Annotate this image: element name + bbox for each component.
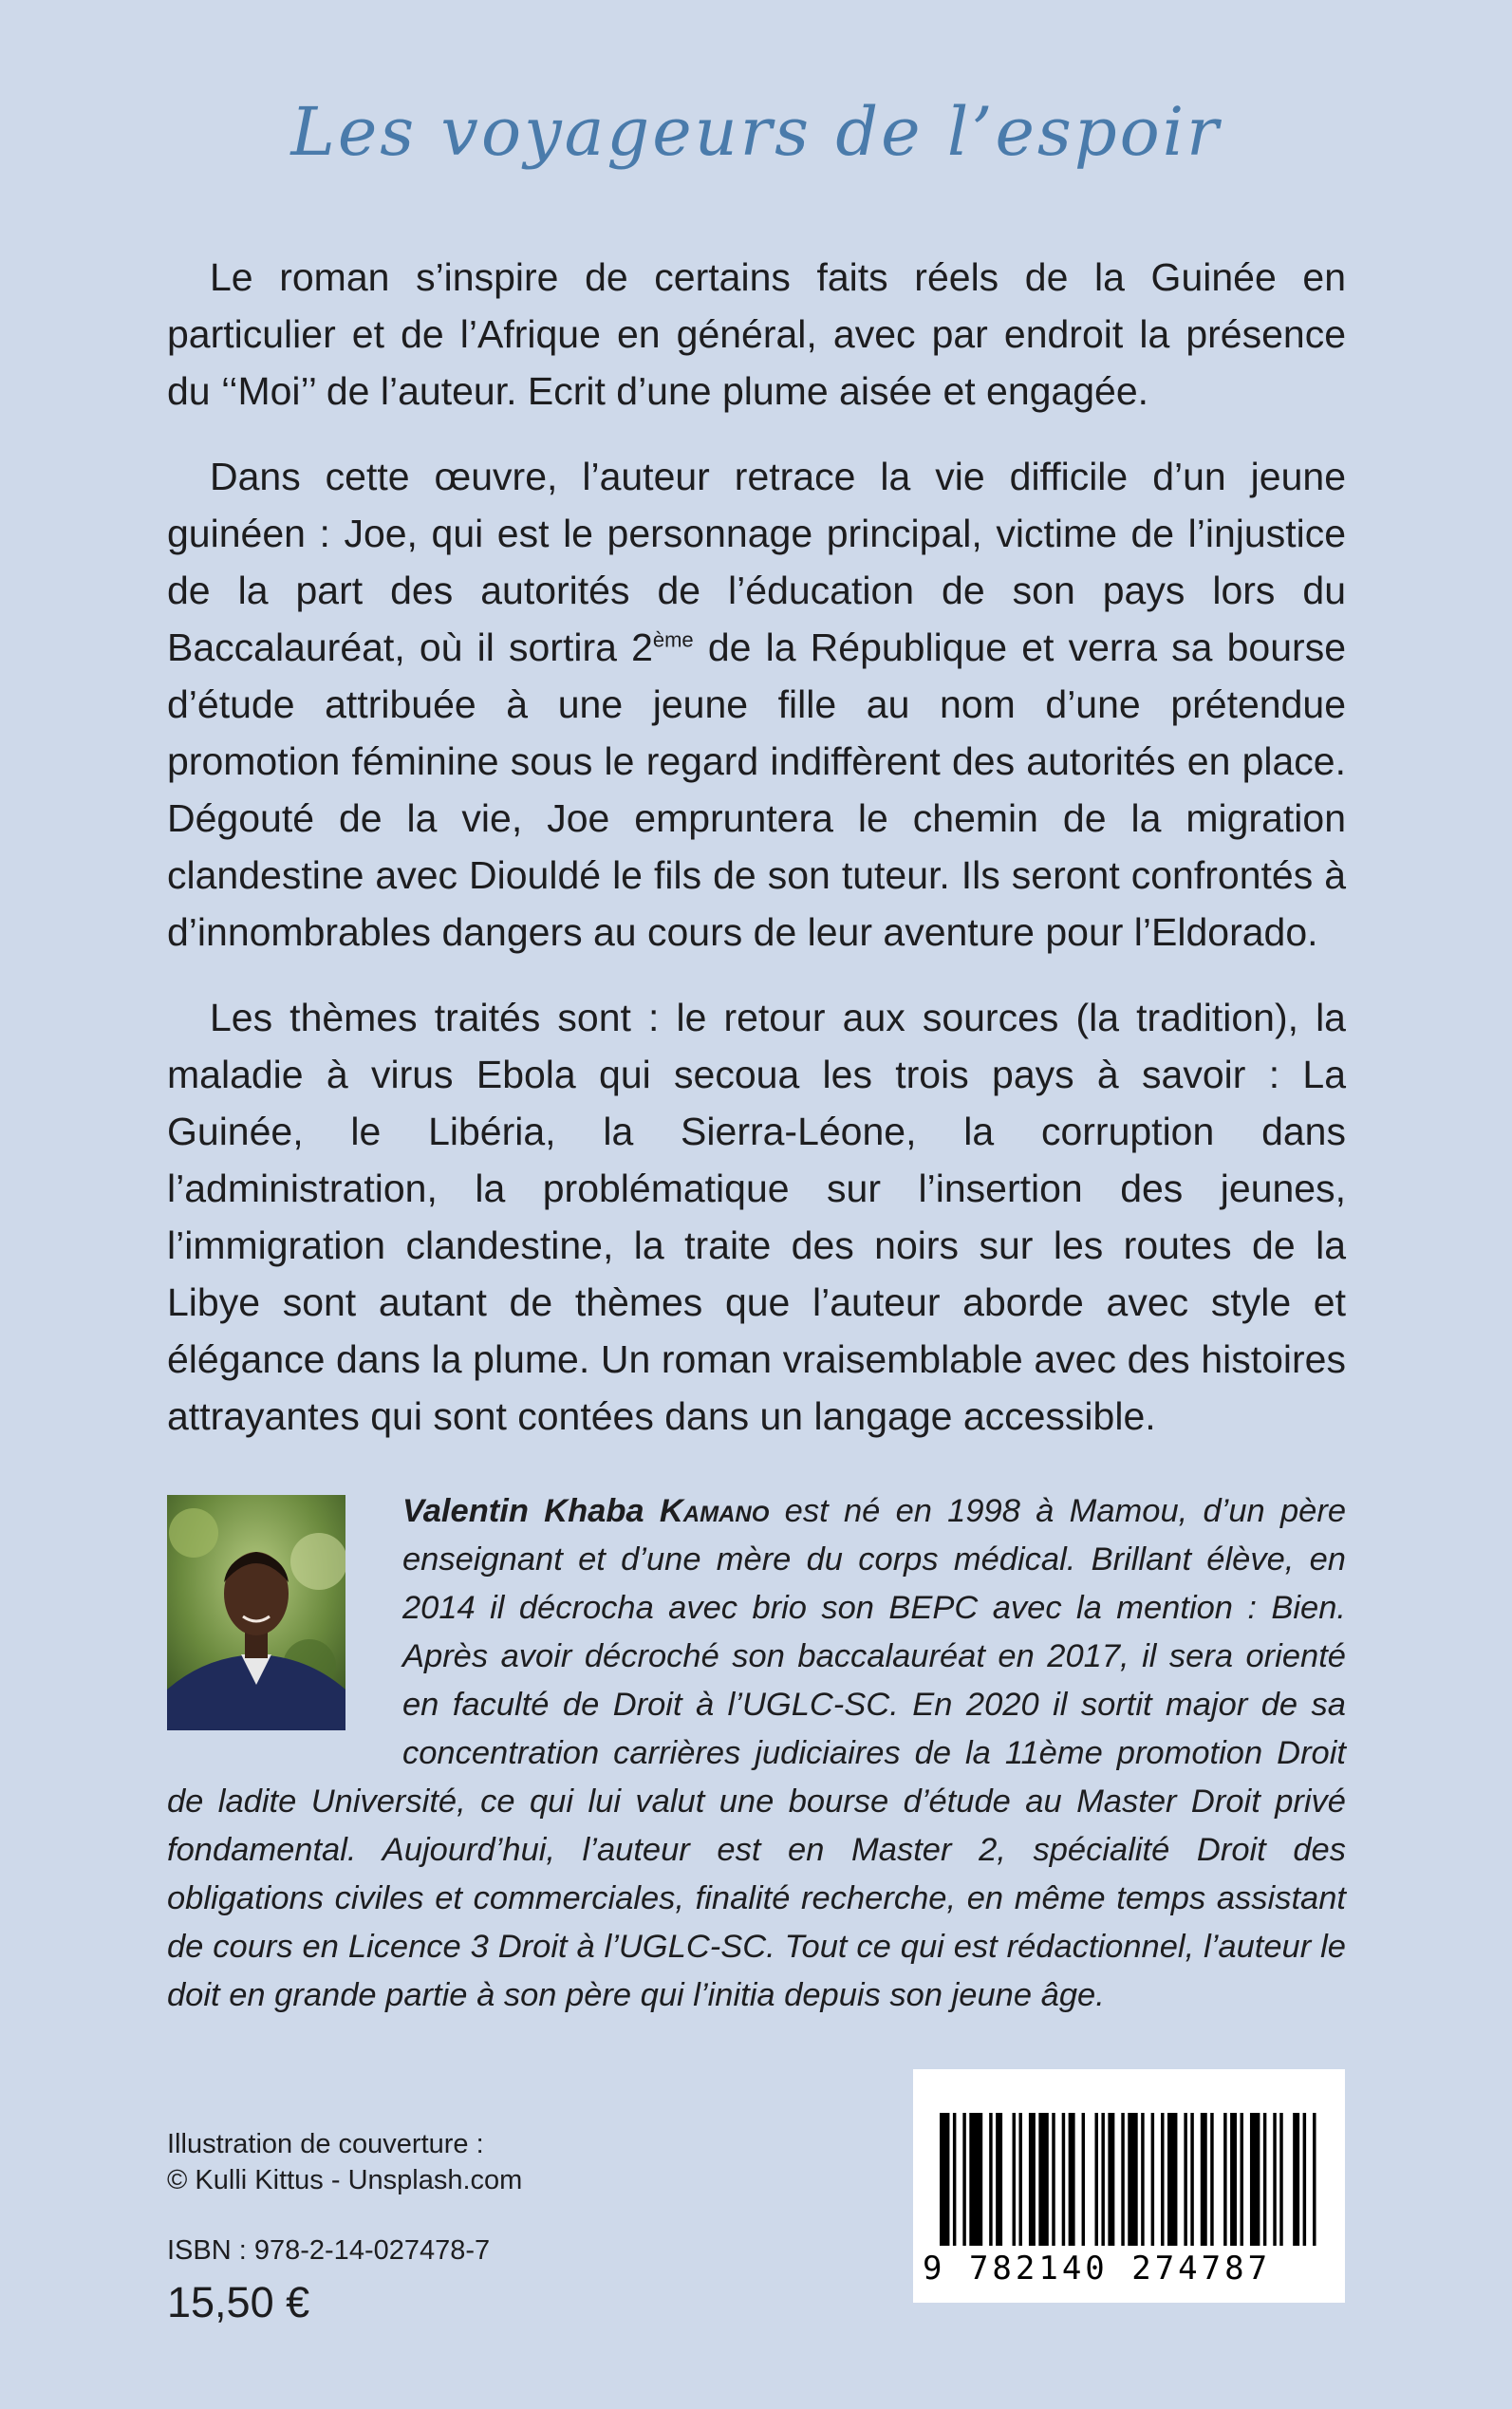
ordinal-superscript: ème xyxy=(652,627,694,652)
synopsis-paragraph-2-end: de la République et verra sa bourse d’étude attribuée à une jeune fille au nom d’une prétendue promotion féminine sous le regard indiffèrent des autorités en place. Dégouté de la vie, Joe empruntera le chemin de la migration clandestine avec Diouldé le fils de son tuteur. Ils seront confrontés à d’innombrables dangers au cours de leur aventure pour l’Eldorado. xyxy=(167,626,1346,954)
barcode-bar xyxy=(1184,2113,1186,2246)
author-name xyxy=(402,1493,769,1529)
barcode-bar xyxy=(1029,2113,1036,2246)
barcode-bar xyxy=(1094,2113,1097,2246)
author-surname: Kamano xyxy=(659,1493,770,1529)
author-first-names: Valentin Khaba xyxy=(402,1493,644,1529)
barcode-bar xyxy=(953,2113,956,2246)
barcode-bar xyxy=(1101,2113,1104,2246)
barcode-bar xyxy=(1038,2113,1048,2246)
barcode xyxy=(913,2069,1345,2303)
barcode-bar xyxy=(962,2113,965,2246)
synopsis-paragraph-2-start: Dans cette œuvre, l’auteur retrace la vie difficile d’un jeune guinéen : Joe, qui est le personnage principal, victime de l’injustice de la part des autorités de l’éducation de son pays lors du Baccalauréat, où il sortira 2 xyxy=(167,455,1346,669)
barcode-bar xyxy=(1018,2113,1021,2246)
barcode-bar xyxy=(1190,2113,1193,2246)
barcode-bar xyxy=(1082,2113,1085,2246)
barcode-bar xyxy=(989,2113,992,2246)
author-bio-text: est né en 1998 à Mamou, d’un père enseignant et d’une mère du corps médical. Brillant élève, en 2014 il décrocha avec brio son BEPC avec la mention : Bien. Après avoir décroché son baccalauréat en 2017, il sera orienté en faculté de Droit à l’UGLC-SC. En 2020 il sortit major de sa concentration carrières judiciaires de la 11ème promotion Droit de ladite Université, ce qui lui valut une bourse d’étude au Master Droit privé fondamental. Aujourd’hui, l’auteur est en Master 2, spécialité Droit des obligations civiles et commerciales, finalité recherche, en même temps assistant de cours en Licence 3 Droit à l’UGLC-SC. Tout ce qui est rédactionnel, l’auteur le doit en grande partie à son père qui l’initia depuis son jeune âge. xyxy=(167,1493,1347,2013)
barcode-bar xyxy=(1141,2113,1144,2246)
barcode-bar xyxy=(969,2113,982,2246)
synopsis-paragraph-1: Le roman s’inspire de certains faits réels de la Guinée en particulier et de l’Afrique en général, avec par endroit la présence du ‘‘Moi’’ de l’auteur. Ecrit d’une plume aisée et engagée. xyxy=(167,255,1346,413)
barcode-digits: 9 782140 274787 xyxy=(923,2250,1272,2288)
barcode-bar xyxy=(1303,2113,1306,2246)
barcode-bar xyxy=(1062,2113,1065,2246)
barcode-bar xyxy=(1121,2113,1124,2246)
synopsis xyxy=(167,249,1346,1473)
barcode-bar xyxy=(1250,2113,1260,2246)
barcode-bar xyxy=(1161,2113,1164,2246)
barcode-bar xyxy=(1108,2113,1114,2246)
barcode-bar xyxy=(1230,2113,1237,2246)
barcode-bar xyxy=(1201,2113,1207,2246)
barcode-bar xyxy=(996,2113,1002,2246)
barcode-bars xyxy=(940,2113,1319,2246)
barcode-bar xyxy=(1293,2113,1299,2246)
book-title: Les voyageurs de l’espoir xyxy=(290,93,1222,171)
price: 15,50 € xyxy=(167,2278,310,2326)
barcode-bar xyxy=(1279,2113,1282,2246)
barcode-bar xyxy=(1151,2113,1154,2246)
synopsis-paragraph-2 xyxy=(167,448,1346,961)
barcode-bar xyxy=(1273,2113,1276,2246)
barcode-bar xyxy=(1263,2113,1266,2246)
barcode-bar xyxy=(1223,2113,1226,2246)
barcode-bar xyxy=(1069,2113,1075,2246)
isbn: ISBN : 978-2-14-027478-7 xyxy=(167,2235,491,2266)
cover-credit-label: Illustration de couverture : xyxy=(167,2129,484,2159)
barcode-bar xyxy=(1241,2113,1243,2246)
cover-credit-source: © Kulli Kittus - Unsplash.com xyxy=(167,2165,523,2195)
synopsis-paragraph-3: Les thèmes traités sont : le retour aux sources (la tradition), la maladie à virus Ebola qui secoua les trois pays à savoir : La Guinée, le Libéria, la Sierra-Léone, la corruption dans l’administration, la problématique sur l’insertion des jeunes, l’immigration clandestine, la traite des noirs sur les routes de la Libye sont autant de thèmes que l’auteur aborde avec style et élégance dans la plume. Un roman vraisemblable avec des histoires attrayantes qui sont contées dans un langage accessible. xyxy=(167,996,1346,1438)
barcode-bar xyxy=(940,2113,949,2246)
barcode-bar xyxy=(1128,2113,1137,2246)
barcode-bar xyxy=(1013,2113,1016,2246)
barcode-bar xyxy=(1167,2113,1177,2246)
author-biography xyxy=(167,1487,1346,2020)
barcode-bar xyxy=(1052,2113,1055,2246)
barcode-bar xyxy=(1313,2113,1316,2246)
barcode-bar xyxy=(1210,2113,1213,2246)
